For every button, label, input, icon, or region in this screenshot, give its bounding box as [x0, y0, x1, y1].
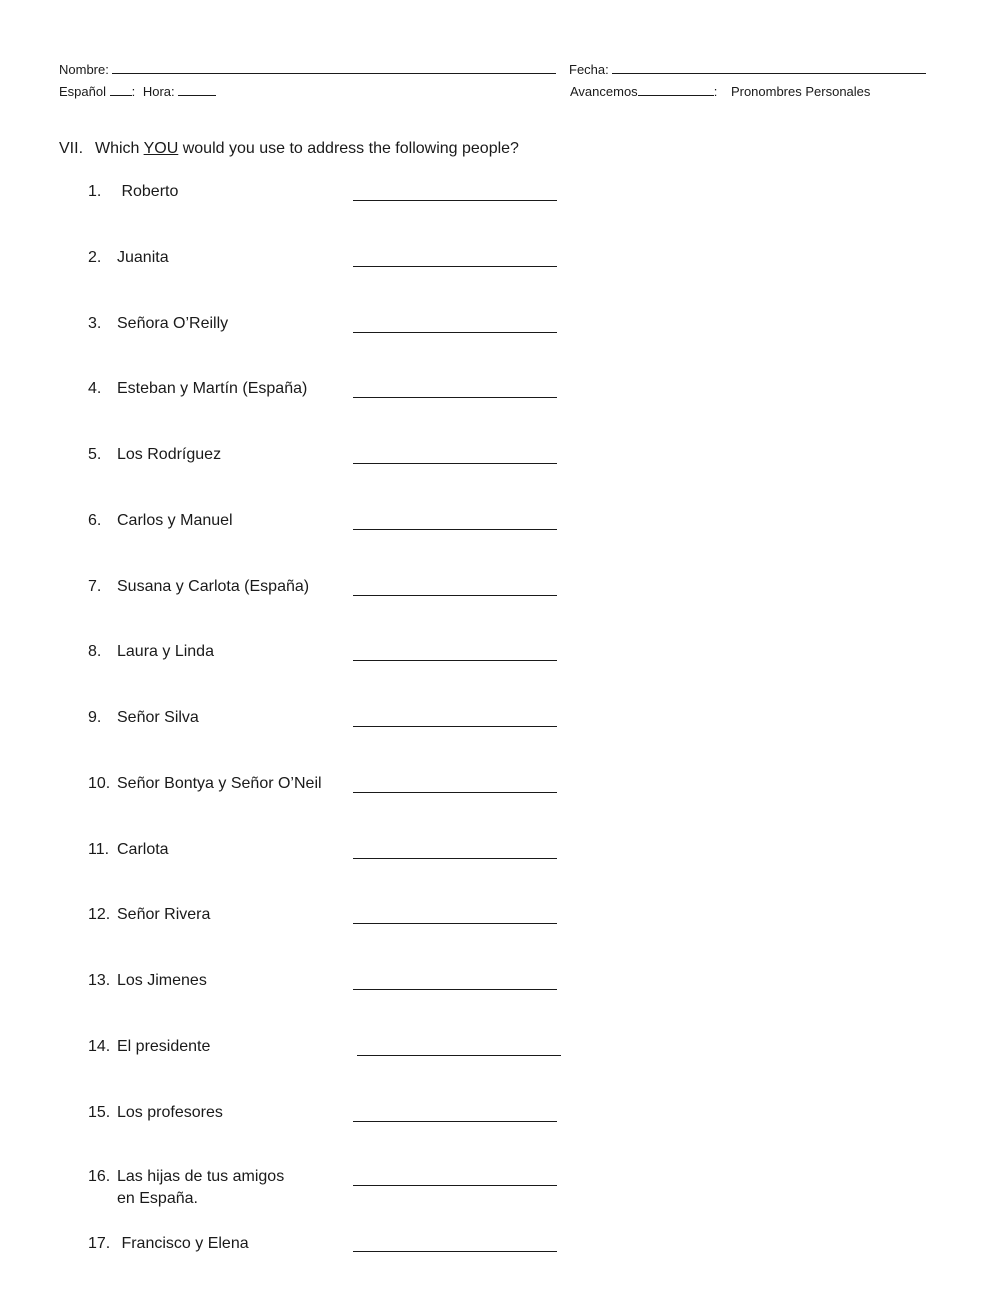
hora-label: Hora:	[142, 84, 175, 99]
answer-line[interactable]	[353, 332, 557, 333]
item-number: 5.	[88, 446, 102, 463]
list-item	[88, 313, 228, 335]
item-number: 3.	[88, 315, 102, 332]
list-item	[88, 247, 169, 269]
item-number: 6.	[88, 512, 102, 529]
avancemos-blank[interactable]	[638, 83, 714, 96]
answer-line[interactable]	[353, 463, 557, 464]
hora-blank[interactable]	[178, 83, 216, 96]
answer-line[interactable]	[353, 1185, 557, 1186]
answer-line[interactable]	[353, 529, 557, 530]
item-text: Señor Silva	[117, 709, 199, 726]
list-item	[88, 1166, 284, 1210]
answer-line[interactable]	[353, 200, 557, 201]
answer-line[interactable]	[353, 923, 557, 924]
answer-line[interactable]	[353, 989, 557, 990]
answer-line[interactable]	[353, 1251, 557, 1252]
topic-label: Pronombres Personales	[730, 84, 871, 99]
list-item	[88, 970, 207, 992]
answer-line[interactable]	[353, 660, 557, 661]
item-text: Laura y Linda	[117, 643, 214, 660]
item-text: Carlota	[117, 841, 169, 858]
item-text: Carlos y Manuel	[117, 512, 233, 529]
espanol-row	[59, 83, 216, 100]
list-item	[88, 1102, 223, 1124]
item-number: 4.	[88, 380, 102, 397]
list-item	[88, 904, 210, 926]
list-item	[88, 444, 221, 466]
answer-line[interactable]	[353, 595, 557, 596]
list-item	[88, 773, 322, 795]
list-item	[88, 641, 214, 663]
item-text: Los Jimenes	[117, 972, 207, 989]
item-text: Susana y Carlota (España)	[117, 578, 310, 595]
item-number: 17.	[88, 1235, 111, 1252]
item-number: 10.	[88, 775, 111, 792]
fecha-row	[569, 61, 926, 78]
question-emphasis: YOU	[143, 140, 179, 157]
list-item	[88, 181, 178, 203]
item-text: Los profesores	[117, 1104, 223, 1121]
item-text: Esteban y Martín (España)	[117, 380, 308, 397]
item-text-wrap	[117, 1166, 284, 1210]
item-text: Señor Rivera	[117, 906, 211, 923]
question-numeral: VII.	[59, 140, 84, 157]
item-text: El presidente	[117, 1038, 211, 1055]
list-item	[88, 707, 199, 729]
answer-line[interactable]	[353, 397, 557, 398]
item-number: 2.	[88, 249, 102, 266]
avancemos-row	[570, 83, 870, 100]
answer-line[interactable]	[353, 726, 557, 727]
item-text: Juanita	[117, 249, 169, 266]
item-number: 11.	[88, 841, 110, 858]
answer-line[interactable]	[353, 1121, 557, 1122]
list-item	[88, 1036, 210, 1058]
item-number: 9.	[88, 709, 102, 726]
answer-line[interactable]	[357, 1055, 561, 1056]
nombre-blank[interactable]	[112, 61, 556, 74]
fecha-label: Fecha:	[569, 62, 609, 77]
item-number: 7.	[88, 578, 102, 595]
nombre-row	[59, 61, 556, 78]
espanol-label: Español	[59, 84, 106, 99]
item-number: 16.	[88, 1168, 111, 1185]
question-suffix: would you use to address the following people?	[178, 140, 519, 157]
avancemos-label: Avancemos	[570, 84, 638, 99]
list-item	[88, 576, 309, 598]
item-text: Francisco y Elena	[117, 1235, 249, 1252]
fecha-blank[interactable]	[612, 61, 926, 74]
list-item	[88, 1233, 249, 1255]
item-text: Los Rodríguez	[117, 446, 222, 463]
espanol-blank[interactable]	[110, 83, 132, 96]
item-number: 1.	[88, 183, 102, 200]
item-text: Señor Bontya y Señor O’Neil	[117, 775, 322, 792]
item-text: Roberto	[117, 183, 179, 200]
avancemos-colon: :	[713, 84, 718, 99]
answer-line[interactable]	[353, 266, 557, 267]
item-number: 8.	[88, 643, 102, 660]
item-text: Las hijas de tus amigos	[117, 1168, 285, 1185]
list-item	[88, 839, 169, 861]
espanol-colon: :	[131, 84, 136, 99]
item-text: Señora O’Reilly	[117, 315, 229, 332]
answer-line[interactable]	[353, 858, 557, 859]
question-prefix: Which	[95, 140, 144, 157]
nombre-label: Nombre:	[59, 62, 109, 77]
question-heading	[59, 139, 519, 159]
item-number: 15.	[88, 1104, 111, 1121]
list-item	[88, 378, 307, 400]
item-number: 13.	[88, 972, 111, 989]
item-text-continued: en España.	[117, 1190, 198, 1207]
list-item	[88, 510, 233, 532]
item-number: 14.	[88, 1038, 111, 1055]
item-number: 12.	[88, 906, 111, 923]
answer-line[interactable]	[353, 792, 557, 793]
